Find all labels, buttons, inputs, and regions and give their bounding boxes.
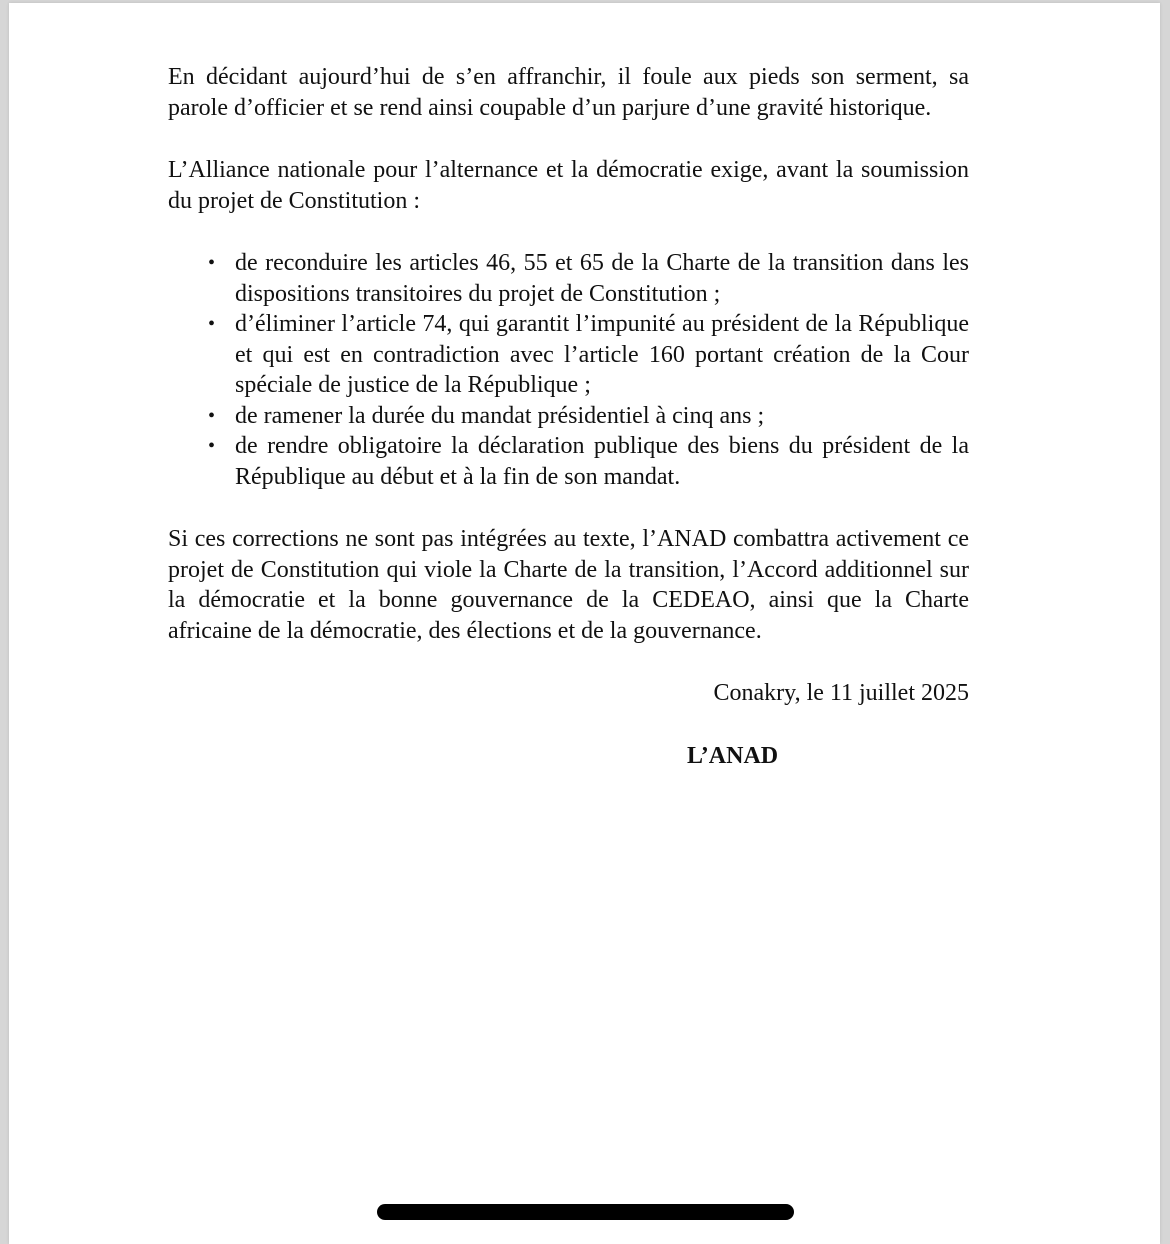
list-item xyxy=(168,248,969,309)
paragraph-demands-intro: L’Alliance nationale pour l’alternance et la démocratie exige, avant la soumission du projet de Constitution : xyxy=(168,157,969,214)
signature: L’ANAD xyxy=(687,742,779,769)
bullet-icon: • xyxy=(208,252,216,274)
paragraph-perjury: En décidant aujourd’hui de s’en affranchir, il foule aux pieds son serment, sa parole d’officier et se rend ainsi coupable d’un parjure d’une gravité historique. xyxy=(168,64,969,121)
home-indicator-bar[interactable] xyxy=(377,1204,794,1220)
bullet-icon: • xyxy=(208,404,216,427)
demand-text: de ramener la durée du mandat présidentiel à cinq ans ; xyxy=(235,402,765,429)
demand-text: d’éliminer l’article 74, qui garantit l’impunité au président de la République et qui est en contradiction avec l’article 160 portant création de la Cour spéciale de justice de la République ; xyxy=(235,311,969,398)
document-body xyxy=(168,62,969,771)
place-and-date: Conakry, le 11 juillet 2025 xyxy=(713,680,969,706)
list-item xyxy=(168,431,969,492)
bullet-icon: • xyxy=(208,313,216,335)
demand-text: de rendre obligatoire la déclaration publique des biens du président de la République au début et à la fin de son mandat. xyxy=(235,433,969,490)
bullet-icon: • xyxy=(208,435,216,457)
demand-text: de reconduire les articles 46, 55 et 65 de la Charte de la transition dans les dispositions transitoires du projet de Constitution ; xyxy=(235,250,969,307)
list-item xyxy=(168,309,969,401)
list-item xyxy=(168,401,969,432)
paragraph-closing: Si ces corrections ne sont pas intégrées au texte, l’ANAD combattra activement ce projet de Constitution qui viole la Charte de la transition, l’Accord additionnel sur la démocratie et la bonne gouvernance de la CEDEAO, ainsi que la Charte africaine de la démocratie, des élections et de la gouvernance. xyxy=(168,526,969,644)
document-page[interactable] xyxy=(9,3,1160,1244)
demands-list xyxy=(168,248,969,492)
